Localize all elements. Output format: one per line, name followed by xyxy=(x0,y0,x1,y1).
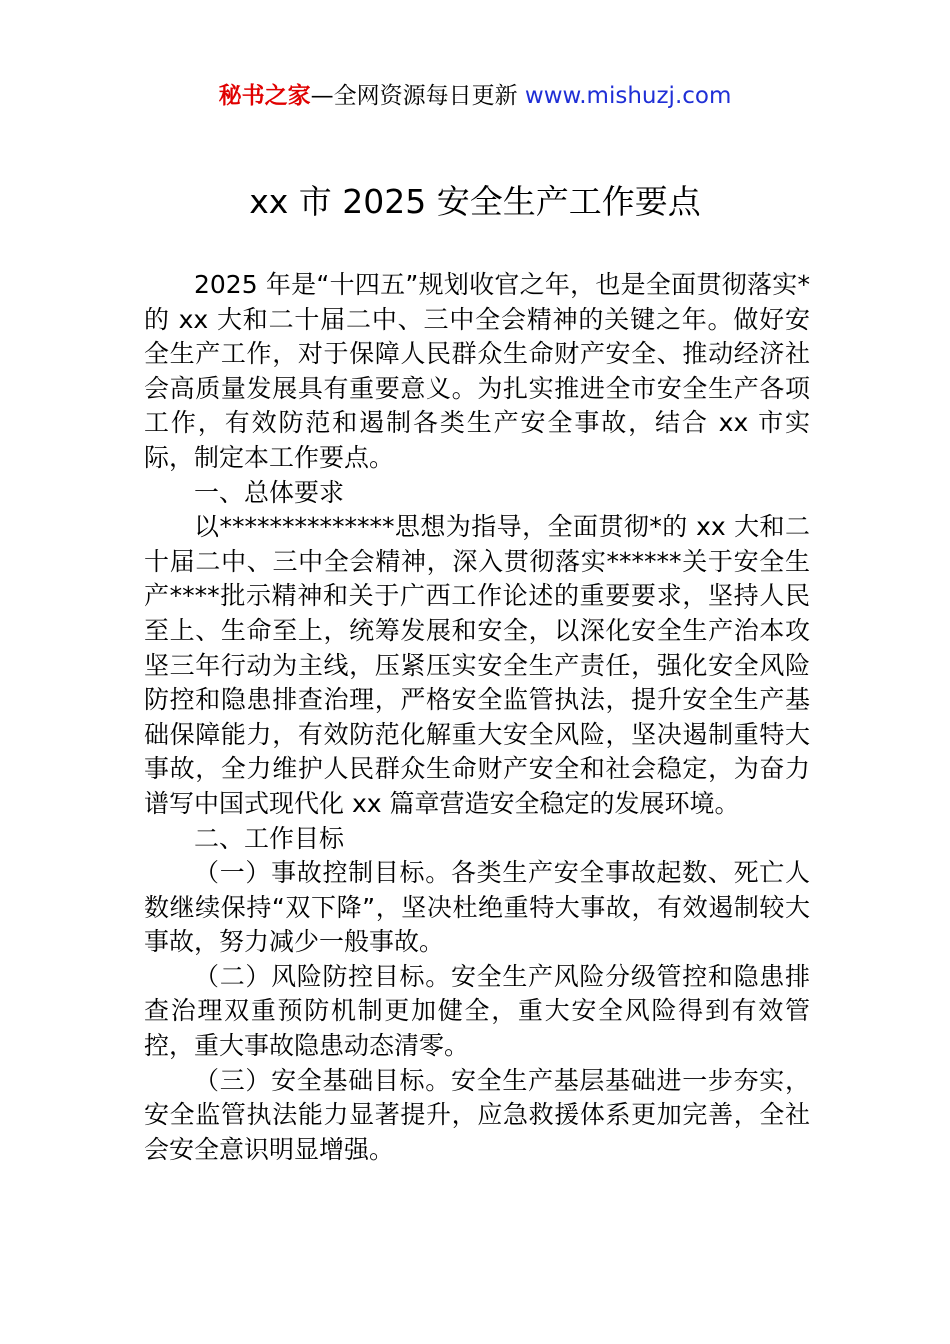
document-title: xx 市 2025 安全生产工作要点 xyxy=(249,182,701,221)
site-url-link[interactable]: www.mishuzj.com xyxy=(524,83,732,109)
intro-paragraph: 2025 年是“十四五”规划收官之年，也是全面贯彻落实*的 xx 大和二十届二中、三中全会精神的关键之年。做好安全生产工作，对于保障人民群众生命财产安全、推动经济社会高质量发展具有重要意义。为扎实推进全市安全生产各项工作，有效防范和遏制各类生产安全事故，结合 xx 市实际，制定本工作要点。 xyxy=(144,270,810,472)
section-heading-general-requirements: 一、总体要求 xyxy=(194,477,345,507)
brand-name: 秘书之家 xyxy=(218,83,311,109)
goal-accident-control: （一）事故控制目标。各类生产安全事故起数、死亡人数继续保持“双下降”，坚决杜绝重特大事故，有效遏制较大事故，努力减少一般事故。 xyxy=(144,858,810,957)
site-banner xyxy=(0,80,950,112)
section-heading-work-goals: 二、工作目标 xyxy=(194,823,345,853)
goal-risk-prevention: （二）风险防控目标。安全生产风险分级管控和隐患排查治理双重预防机制更加健全，重大安全风险得到有效管控，重大事故隐患动态清零。 xyxy=(144,961,810,1061)
general-requirements-paragraph: 以**************思想为指导，全面贯彻*的 xx 大和二十届二中、三中全会精神，深入贯彻落实******关于安全生产****批示精神和关于广西工作论述的重要要求，坚持人民至上、生命至上，统筹发展和安全，以深化安全生产治本攻坚三年行动为主线，压紧压实安全生产责任，强化安全风险防控和隐患排查治理，严格安全监管执法，提升安全生产基础保障能力，有效防范化解重大安全风险，坚决遏制重特大事故，全力维护人民群众生命财产安全和社会稳定，为奋力谱写中国式现代化 xx 篇章营造安全稳定的发展环境。 xyxy=(144,512,810,818)
goal-safety-foundation: （三）安全基础目标。安全生产基层基础进一步夯实，安全监管执法能力显著提升，应急救援体系更加完善，全社会安全意识明显增强。 xyxy=(144,1065,810,1164)
banner-tagline: —全网资源每日更新 xyxy=(310,83,525,109)
document-body xyxy=(144,268,810,1167)
